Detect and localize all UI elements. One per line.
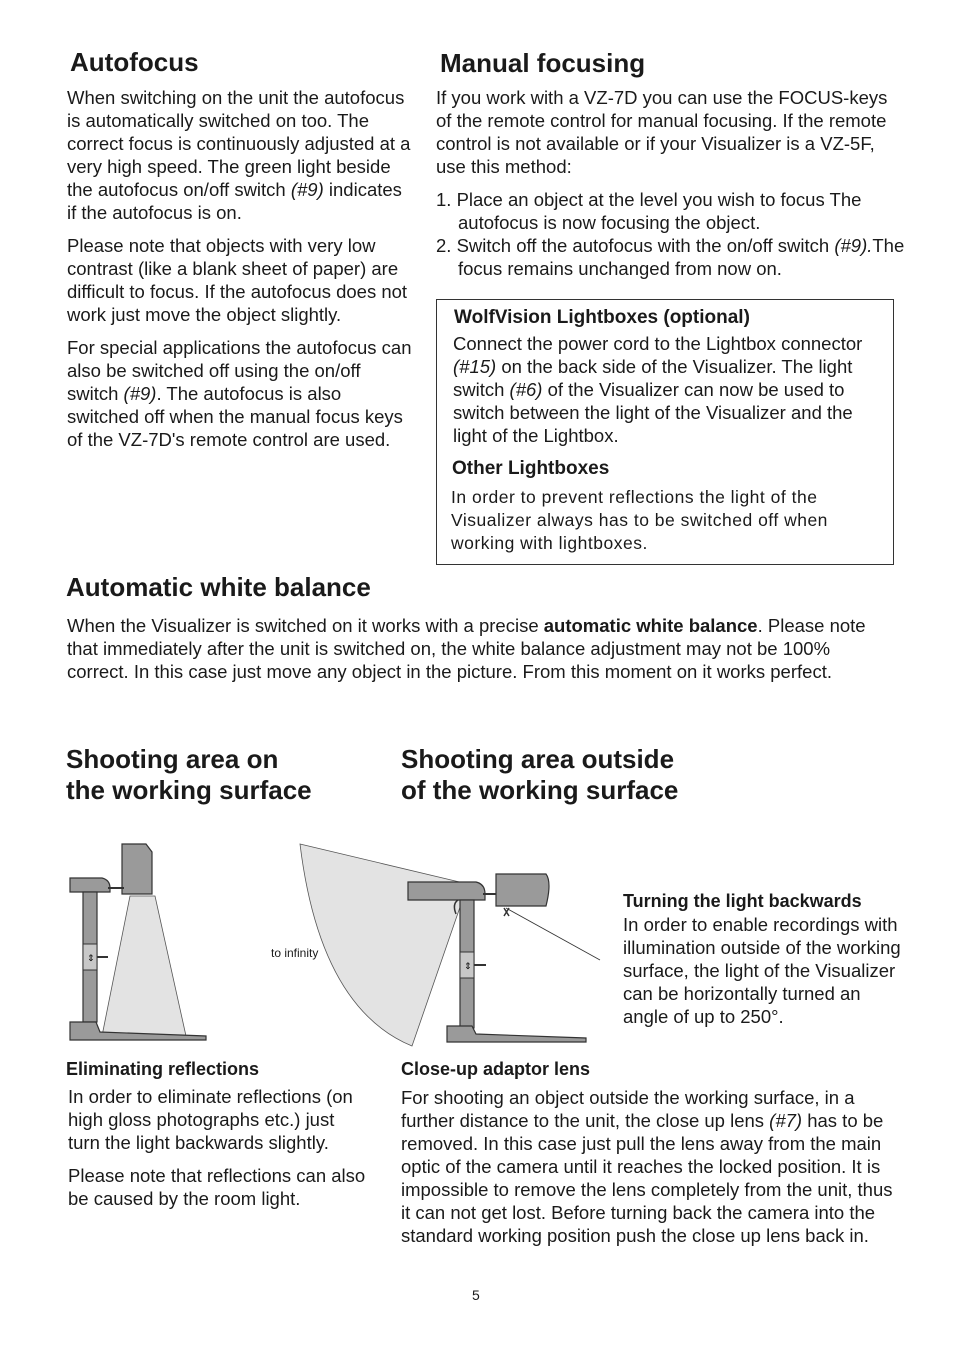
arm-head [408,882,485,900]
manual-steps [436,188,906,280]
page-number: 5 [472,1287,480,1303]
closeup-lens-text: For shooting an object outside the working surface, in a further distance to the unit, the close up lens (#7) has to be removed. In this case just pull the lens away from the main optic of the camera until it reaches the locked position. It is impossible to remove the lens completely from the unit, thus it can not get lost. Before turning back the camera into the standard working position push the close up lens back in. [401,1087,893,1246]
autofocus-paragraph-3: For special applications the autofocus can also be switched off using the on/off switch (#9). The autofocus is also switched off when the manual focus keys of the VZ-7D's remote control are used. [67,337,412,450]
arm-head [70,878,110,892]
shooting-on-heading: Shooting area on the working surface [66,744,312,805]
svg-text:⇕: ⇕ [464,962,472,972]
awb-text: When the Visualizer is switched on it works with a precise automatic white balance. Please note that immediately after the unit is switched on, the white balance adjustment may not be 100% correct. In this case just move any object in the picture. From this moment on it works perfect. [67,615,866,682]
manual-intro: If you work with a VZ-7D you can use the FOCUS-keys of the remote control for manual focusing. If the remote control is not available or if your Visualizer is a VZ-5F, use this method: [436,87,888,177]
manual-focusing-heading: Manual focusing [440,48,646,78]
pointer-line [506,908,600,960]
lightbox-paragraph-2: In order to prevent reflections the light of the Visualizer always has to be switched off when working with lightboxes. [451,487,828,553]
camera-light-unit-turned [496,874,549,906]
visualizer-light-backwards-illustration [290,838,610,1048]
base [447,1026,586,1042]
reflections-paragraph-1: In order to eliminate reflections (on high gloss photographs etc.) just turn the light backwards slightly. [68,1086,353,1153]
autofocus-text [67,86,413,461]
manual-step-1: 1. Place an object at the level you wish to focus The autofocus is now focusing the object. [436,189,862,233]
to-infinity-label: to infinity [271,946,319,960]
autofocus-paragraph-2: Please note that objects with very low contrast (like a blank sheet of paper) are difficult to focus. If the autofocus does not work just move the object slightly. [67,235,408,325]
other-lightboxes-heading: Other Lightboxes [452,458,610,479]
lightbox-paragraph-1: Connect the power cord to the Lightbox connector (#15) on the back side of the Visualizer. The light switch (#6) of the Visualizer can now be used to switch between the light of the Visualizer and the light of the Lightbox. [453,333,863,446]
awb-heading: Automatic white balance [66,572,371,602]
reflections-paragraph-2: Please note that reflections can also be caused by the room light. [68,1165,366,1209]
turning-light-text: In order to enable recordings with illumination outside of the working surface, the light of the Visualizer can be horizontally turned an angle of up to 250°. [623,914,901,1027]
reflections-text [68,1085,368,1220]
eliminating-reflections-heading: Eliminating reflections [66,1059,260,1079]
lightbox-info-box [436,299,894,565]
closeup-lens-heading: Close-up adaptor lens [401,1059,591,1079]
camera-light-unit [122,844,152,894]
autofocus-heading: Autofocus [70,47,199,77]
manual-focusing-text [436,86,906,280]
svg-text:⇕: ⇕ [87,954,95,964]
turning-light-heading: Turning the light backwards [623,891,862,911]
visualizer-working-surface-illustration [60,836,220,1046]
light-cone [102,896,186,1036]
shooting-outside-heading: Shooting area outside of the working surface [401,744,679,805]
wolfvision-lightboxes-heading: WolfVision Lightboxes (optional) [454,307,750,328]
manual-step-2: 2. Switch off the autofocus with the on/off switch (#9).The focus remains unchanged from now on. [436,235,905,279]
autofocus-paragraph-1: When switching on the unit the autofocus is automatically switched on too. The correct focus is continuously adjusted at a very high speed. The green light beside the autofocus on/off switch (#9) indicates if the autofocus is on. [67,87,411,223]
light-cone-infinity [300,844,468,1046]
